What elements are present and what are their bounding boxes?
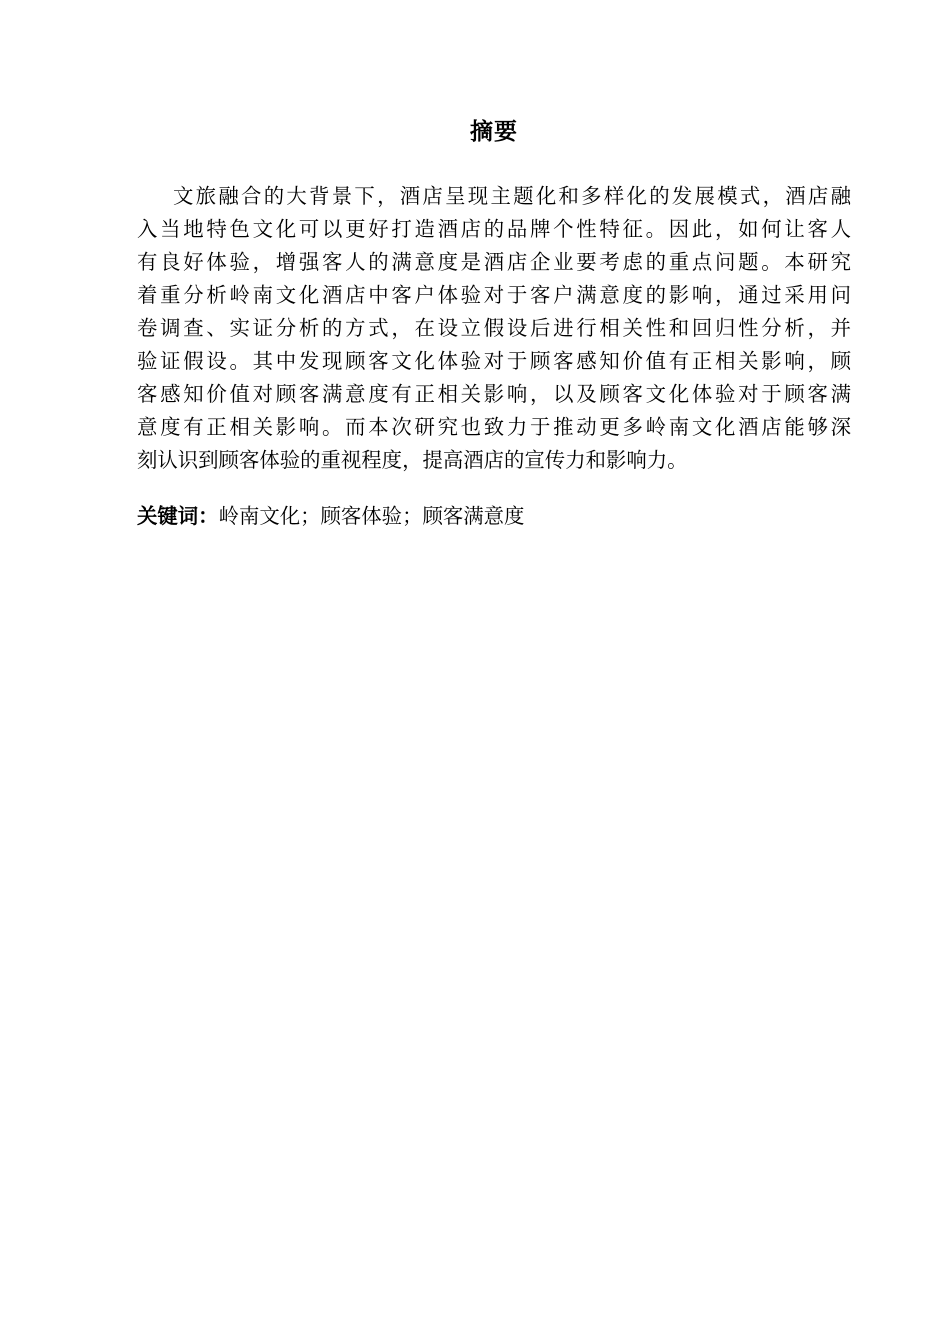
abstract-line: 入当地特色文化可以更好打造酒店的品牌个性特征。因此，如何让客人: [137, 217, 851, 241]
keywords-label: 关键词：: [137, 504, 219, 528]
abstract-line: 验证假设。其中发现顾客文化体验对于顾客感知价值有正相关影响，顾: [137, 349, 851, 373]
keywords: [137, 500, 524, 533]
abstract-line: 着重分析岭南文化酒店中客户体验对于客户满意度的影响，通过采用问: [137, 283, 851, 307]
abstract-line: 文旅融合的大背景下，酒店呈现主题化和多样化的发展模式，酒店融: [173, 184, 851, 208]
abstract-body: [137, 180, 851, 477]
abstract-line: 刻认识到顾客体验的重视程度，提高酒店的宣传力和影响力。: [137, 448, 688, 472]
abstract-line: 意度有正相关影响。而本次研究也致力于推动更多岭南文化酒店能够深: [137, 415, 851, 439]
abstract-line: 客感知价值对顾客满意度有正相关影响，以及顾客文化体验对于顾客满: [137, 382, 851, 406]
keywords-value: 岭南文化；顾客体验；顾客满意度: [218, 504, 525, 528]
abstract-line: 有良好体验，增强客人的满意度是酒店企业要考虑的重点问题。本研究: [137, 250, 851, 274]
abstract-line: 卷调查、实证分析的方式，在设立假设后进行相关性和回归性分析，并: [137, 316, 851, 340]
page-title: 摘要: [470, 119, 518, 145]
